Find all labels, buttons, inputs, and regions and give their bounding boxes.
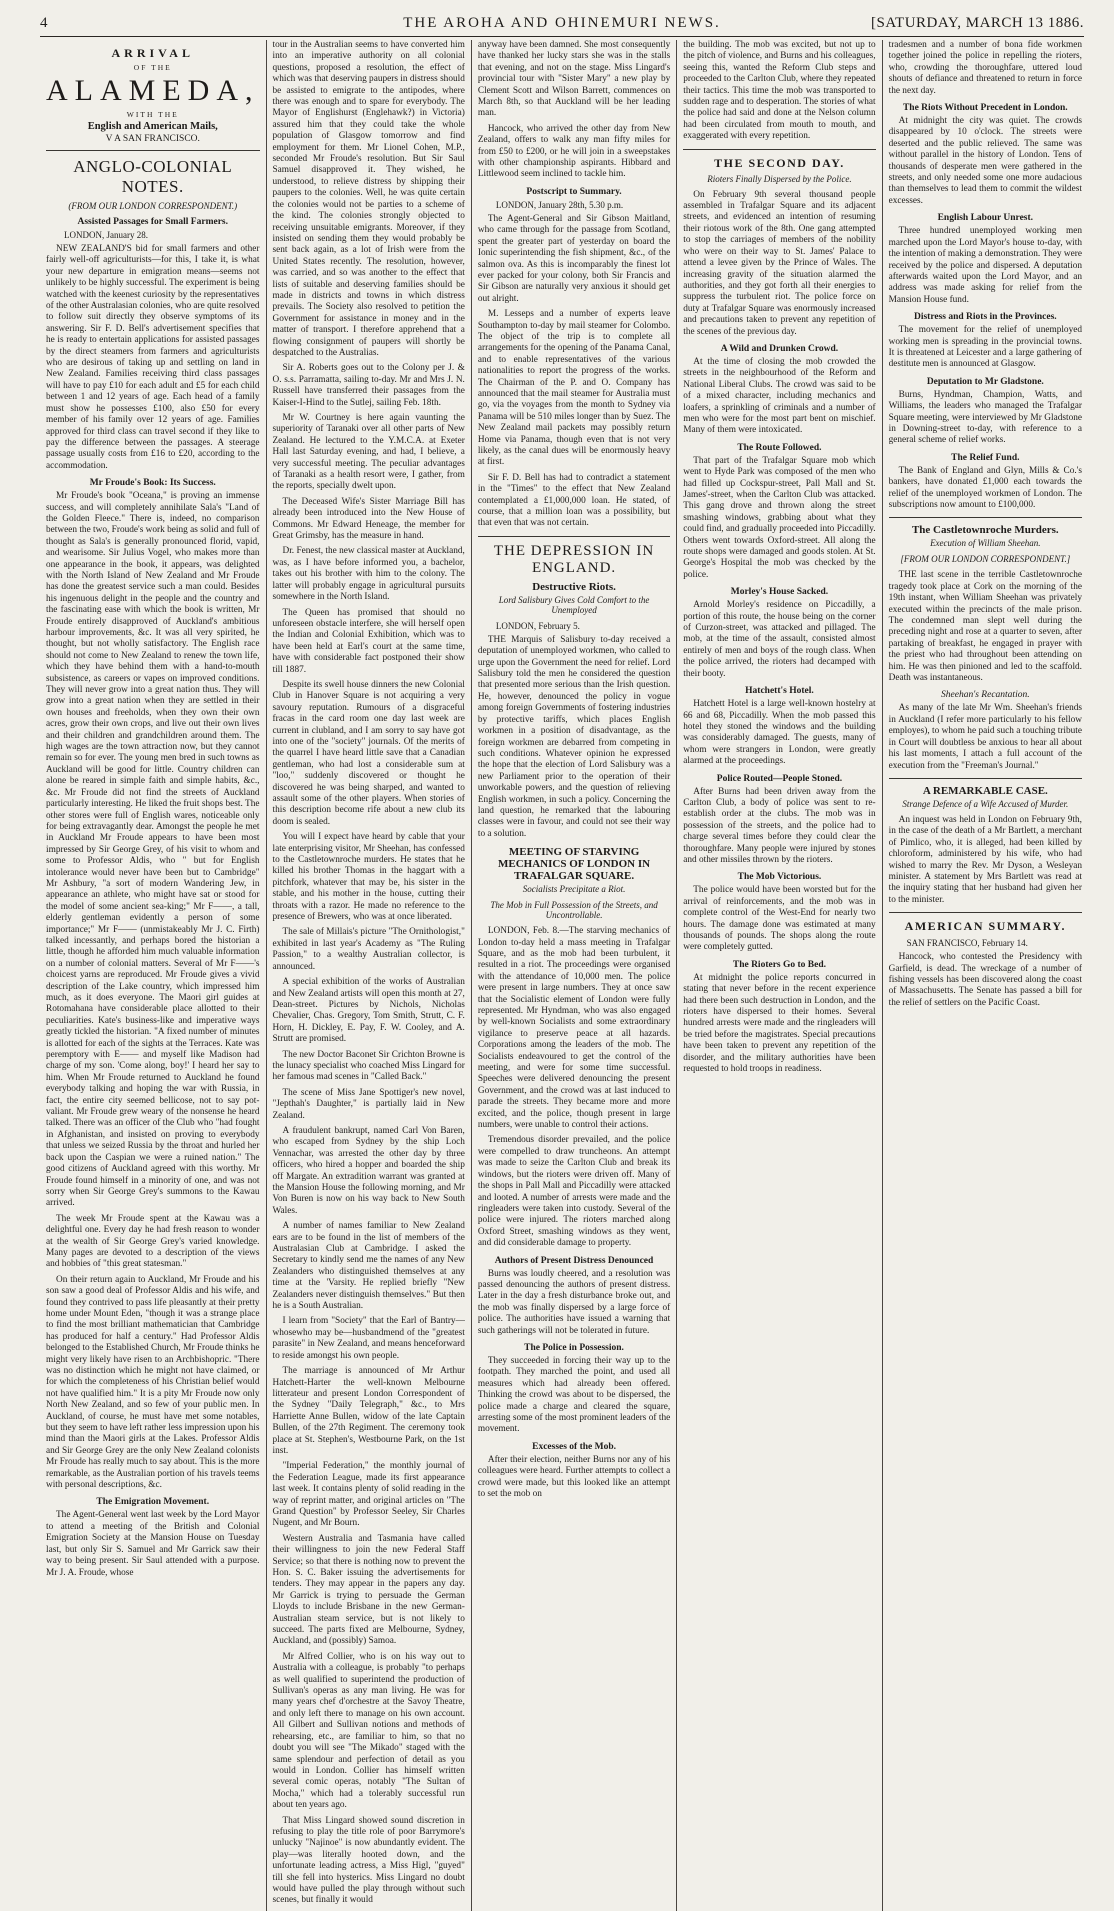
subheading: The Route Followed. xyxy=(737,442,822,453)
paragraph: The marriage is announced of Mr Arthur Hatchett-Harter the well-known Melbourne litterateur and present London Correspondent of the Sydney "Daily Telegraph," &c., to Mrs Harriette Anne Bullen, widow of the late Captain Bullen, of the 27th Regiment. The ceremony took place at St. Stephen's, Westbourne Park, on the 1st inst. xyxy=(272,1366,465,1456)
big-headline: THE DEPRESSION IN ENGLAND. xyxy=(493,542,655,576)
subheading: The Riots Without Precedent in London. xyxy=(902,103,1068,114)
headline-remarkable-case: A REMARKABLE CASE. xyxy=(922,784,1048,797)
paragraph: Mr W. Courtney is here again vaunting the superiority of Taranaki over all other parts of New Zealand. He lectured to the Y.M.C.A. at Exeter Hall last Saturday evening, and had, I believe, a very successful meeting. The peculiar advantages of Taranaki as a health resort were, I gather, from the reports, specially dwelt upon. xyxy=(272,413,465,492)
subheading: The Police in Possession. xyxy=(524,1342,624,1353)
paragraph: A fraudulent bankrupt, named Carl Von Baren, who escaped from Sydney by the ship Loch Vennachar, was arrested the other day by three officers, who hired a hopper and boarded the ship off Margate. An extradition warrant was granted at the Mansion House the following morning, and Mr Von Buren is now on his way back to New South Wales. xyxy=(272,1125,465,1216)
paragraph: After Burns had been driven away from the Carlton Club, a body of police was sent to re-establish order at the clubs. The mob was in possession of the streets, and the police had to charge several times before they could clear the thoroughfare. Many people were injured by stones and other missiles thrown by the rioters. xyxy=(683,786,876,865)
second-day-header xyxy=(683,156,875,184)
headline-riots-sub: Lord Salisbury Gives Cold Comfort to the Unemployed xyxy=(498,594,650,615)
ship-name: ALAMEDA, xyxy=(46,74,260,107)
column-2 xyxy=(267,40,472,1911)
of-the-label: OF THE xyxy=(133,63,172,72)
subheading: The Mob Victorious. xyxy=(737,872,822,883)
paragraph: A special exhibition of the works of Australian and New Zealand artists will open this month at 27, Dean-street. Pictures by Nichols, Nicholas Chevalier, Chas. Gregory, Tom Smith, Strutt, C. F. Horn, H. Dickley, E. Pay, F. W. Cooley, and A. Strutt are promised. xyxy=(272,977,465,1045)
paragraph: At midnight the police reports concurred in stating that never before in the recent experience had there been such destruction in London, and the rioters have dispersed to their homes. Several hundred arrests were made and the ringleaders will be tried before the magistrates. Special precautions have been taken to prevent any repetition of the disorder, and the military authorities have been requested to hold troops in readiness. xyxy=(683,972,876,1075)
subheading: Excesses of the Mob. xyxy=(532,1441,617,1452)
article-columns xyxy=(40,40,1088,1906)
issue-date: [SATURDAY, MARCH 13 1886. xyxy=(871,15,1084,31)
paragraph: THE last scene in the terrible Castletownroche tragedy took place at Cork on the morning of the 19th instant, when William Sheehan was privately executed within the precincts of the male prison. The condemned man slept well during the preceding night and rose at a quarter to seven, after partaking of breakfast, he engaged in prayer with the priest who had throughout been attending on him. He was then pinioned and led to the scaffold. Death was instantaneous. xyxy=(888,570,1082,684)
headline-meeting-sub1: Socialists Precipitate a Riot. xyxy=(522,884,626,895)
paragraph: The sale of Millais's picture "The Ornithologist," exhibited in last year's Academy as "The Ruling Passion," to a wealthy Australian collector, is announced. xyxy=(272,927,465,972)
column-5 xyxy=(883,40,1088,1911)
divider xyxy=(889,517,1082,518)
subheading: Mr Froude's Book: Its Success. xyxy=(89,478,216,489)
paragraph: Sir F. D. Bell has had to contradict a statement in the "Times" to the effect that New Zealand contemplated a £1,000,000 loan. He stated, of course, that a million loan was a possibility, but that even that was not certain. xyxy=(477,472,671,529)
correspondent-line: (FROM OUR LONDON CORRESPONDENT.) xyxy=(68,201,238,211)
divider xyxy=(889,912,1082,913)
paragraph: Western Australia and Tasmania have called their willingness to join the new Federal Staff Service; so that there is nothing now to prevent the Hon. S. C. Baker issuing the advertisements for tenders. They may appear in the papers any day. Mr Garrick is trying to persuade the German Lloyds to include Brisbane in the new German-Australian steam service, but is not likely to succeed. The parts fixed are Melbourne, Sydney, Auckland, and (possibly) Samoa. xyxy=(272,1533,465,1647)
with-the-label: WITH THE xyxy=(126,110,179,119)
headline-strange-defence: Strange Defence of a Wife Accused of Murder. xyxy=(902,798,1069,809)
section-title: ANGLO-COLONIAL NOTES. xyxy=(73,157,233,196)
paragraph: The new Doctor Baconet Sir Crichton Browne is the lunacy specialist who coached Miss Lingard for her famous mad scenes in "Called Back." xyxy=(272,1049,465,1083)
subheading: Deputation to Mr Gladstone. xyxy=(926,376,1044,387)
arrival-label: ARRIVAL xyxy=(111,46,194,60)
paragraph: The Agent-General and Sir Gibson Maitland, who came through for the passage from Scotland, spent the greater part of yesterday on board the Ionic superintending the fish shipment, &c., of the salmon ova. As this is incomparably the finest lot ever packed for your colony, both Sir Francis and Sir Gibson are naturally very anxious it should get out alright. xyxy=(477,213,671,304)
paragraph: The scene of Miss Jane Spottiger's new novel, "Jepthah's Daughter," is partially laid in New Zealand. xyxy=(272,1087,465,1121)
masthead xyxy=(40,12,1084,37)
paragraph: tradesmen and a number of bona fide workmen together joined the police in repelling the rioters, who, crowding the thoroughfare, uttered loud shouts of defiance and threatened to return in force the next day. xyxy=(888,40,1082,96)
paragraph: On February 9th several thousand people assembled in Trafalgar Square and its adjacent streets, and evidenced an intention of resuming their riotous work of the 8th. One gang attempted to stop the carriages of members of the nobility who were on their way to St. James' Palace to attend a levee given by the Prince of Wales. The increasing gravity of the situation alarmed the authorities, and they got forth all their energies to suppress the turbulent riot. The police force on duty at Trafalgar Square was enormously increased and precautions taken to prevent any repetition of the scenes of the previous day. xyxy=(683,189,876,337)
paragraph: That part of the Trafalgar Square mob which went to Hyde Park was composed of the men who had filled up Cockspur-street, Pall Mall and St. James'-street, when the Carlton Club was attacked. This gang drove and thrown along the street smashing windows, grabbing about what they could find, and gradually proceeded into Piccadilly. Others went towards Oxford-street. All along the route shops were damaged and goods stolen. At St. George's Hospital the mob was checked by the police. xyxy=(683,455,876,580)
paragraph: An inquest was held in London on February 9th, in the case of the death of a Mr Bartlett, a merchant of Pimlico, who, it is alleged, had been killed by chloroform, administered by his wife, who had wished to marry the Rev. Mr Dyson, a Wesleyan minister. A statement by Mrs Bartlett was read at the inquiry stating that her husband had given her to the minister. xyxy=(888,814,1082,905)
column-4 xyxy=(677,40,882,1911)
paragraph: The Deceased Wife's Sister Marriage Bill has already been introduced into the New House of Commons. Mr Edward Heneage, the member for Great Grimsby, has the measure in hand. xyxy=(272,496,465,542)
subheading: A Wild and Drunken Crowd. xyxy=(720,343,839,354)
headline-riots: Destructive Riots. xyxy=(532,580,616,593)
paragraph: anyway have been damned. She most consequently have thanked her lucky stars she was in the stalls that evening, and not on the stage. Miss Lingard's provincial tour with "Sister Mary" a new play by Clement Scott and Wilson Barrett, commences on March 8th, so that Auckland will be her leading man. xyxy=(477,40,671,119)
paragraph: Despite its swell house dinners the new Colonial Club in Hanover Square is not acquiring a very savoury reputation. Rumours of a disgraceful fracas in the card room one day last week are current in clubland, and I am sorry to say have got into one of the "society" journals. Of the merits of the quarrel I have heard little save that a Canadian gentleman, who had lost a considerable sum at "loo," suddenly discovered or thought he discovered he was being sharped, and wanted to assault some of the other players. When stories of this description become rife about a new club its doom is sealed. xyxy=(272,679,465,827)
paragraph: I learn from "Society" that the Earl of Bantry—whosewho may be—husbandmend of the "greatest parasite" in New Zealand, and means henceforward to reside amongst his own people. xyxy=(272,1316,465,1361)
paragraph: Hancock, who contested the Presidency with Garfield, is dead. The wreckage of a number of fishing vessels has been discovered along the coast of Massachusetts. The Senate has passed a bill for the relief of settlers on the Pacific Coast. xyxy=(888,952,1082,1008)
american-summary-header xyxy=(889,919,1082,934)
divider xyxy=(478,536,670,537)
paragraph: Hatchett Hotel is a large well-known hostelry at 66 and 68, Piccadilly. When the mob passed this hotel they stoned the windows and the building was considerably damaged. The guests, many of whom were strangers in London, were greatly alarmed at the proceedings. xyxy=(683,699,876,767)
meeting-header xyxy=(478,846,670,920)
divider xyxy=(889,778,1082,779)
paragraph: The week Mr Froude spent at the Kawau was a delightful one. Every day he had fresh reason to wonder at the wealth of Sir George Grey's varied knowledge. Many pages are devoted to a description of the views and hobbies of "this great statesman." xyxy=(46,1213,260,1270)
paragraph: Mr Alfred Collier, who is on his way out to Australia with a colleague, is probably "to perhaps as well qualified to superintend the production of Sullivan's operas as any man living. He was for many years chef d'orchestre at the Savoy Theatre, and only left there to manage on his own account. All Gilbert and Sullivan notions and methods of rehearsing, etc., are familiar to him, so that no doubt you will see "The Mikado" staged with the same splendour and perfection of detail as you would in London. Collier has himself written several comic operas, notably "The Sultan of Mocha," which had a tolerably successful run about ten years ago. xyxy=(272,1651,465,1811)
remarkable-case-header xyxy=(889,785,1082,809)
via-label: V A SAN FRANCISCO. xyxy=(105,134,200,144)
paragraph: The Bank of England and Glyn, Mills & Co.'s bankers, have donated £1,000 each towards the relief of the unemployed workmen of London. The subscriptions now amount to £100,000. xyxy=(888,465,1082,510)
paragraph: The Agent-General went last week by the Lord Mayor to attend a meeting of the British and Colonial Emigration Society at the Mansion House on Tuesday last, but only Sir S. Samuel and Mr Garrick saw their way to being present. Sir Saul attended with a purpose. Mr J. A. Froude, whose xyxy=(46,1510,260,1578)
castle-correspondent: [FROM OUR LONDON CORRESPONDENT.] xyxy=(900,554,1071,565)
subheading: The Relief Fund. xyxy=(951,452,1020,463)
dateline: LONDON, January 28. xyxy=(64,230,148,240)
paragraph: M. Lesseps and a number of experts leave Southampton to-day by mail steamer for Colombo. The object of the trip is to complete all arrangements for the opening of the Panama Canal, and to enable representatives of the various nationalities to report the progress of the works. The Chairman of the P. and O. Company has announced that the mail steamer for Australia must go, via the voyages from the month to Sydney via Panama will be 510 miles longer than by Suez. The New Zealand mail packets may possibly return Home via Panama, though even that is not very likely, as the canal dues will be enormously heavy at first. xyxy=(477,309,671,468)
column-3 xyxy=(472,40,677,1911)
headline-execution: Execution of William Sheehan. xyxy=(930,538,1041,549)
divider xyxy=(46,150,260,151)
subheading: Morley's House Sacked. xyxy=(730,587,829,598)
paragraph: Hancock, who arrived the other day from New Zealand, offers to walk any man fifty miles for from £50 to £200, or he will join in a sweepstakes with other championship aspirants. Hibbard and Littlewood seem inclined to tackle him. xyxy=(477,123,671,180)
subheading: Assisted Passages for Small Farmers. xyxy=(77,217,228,227)
divider xyxy=(683,149,875,150)
dateline: SAN FRANCISCO, February 14. xyxy=(906,938,1028,949)
arrival-headline xyxy=(46,46,260,144)
paragraph: Mr Froude's book "Oceana," is proving an immense success, and will completely annihilate Sala's "Land of the Golden Fleece." There is, indeed, no comparison between the two, Froude's work being as solid and full of thought as Sala's is generally pronounced florid, vapid, and wearisome. Sir Julius Vogel, who makes more than one appearance in the book, it appears, was delighted with the North Island of New Zealand and Mr Froude has done the greatest service such a man could. Besides his ingenuous delight in the people and the country and the fascinating ease with which the book is written, Mr Froude entirely disapproved of Auckland's ambitious harbour improvements, &c. It was all very spirited, he thought, but not wholly satisfactory. The English race should not come to New Zealand to renew the town life, which they have behind them with a hand-to-mouth subsistence, as careers or vapes on improved conditions. They will never grow into a great nation thus. They will grow into a great nation when they are settled in their own houses and freeholds, when they own their own acres, grow their own crops, and live out their own lives and their children and grandchildren around them. The high wages are the town attraction now, but they cannot remain so for ever. The young men bred in such towns as Auckland will be good for little. Country children can alone be reared in simple faith and simple habits, &c., &c. Mr Froude did not find the streets of Auckland particularly interesting. He liked the fruit shops best. The other stores were full of English wares, noticeable only for being extravagantly dear. Amongst the people he met in Auckland Mr Froude appears to have been most impressed by Sir George Grey, of his visit to whom and some to Professor Aldis, who " but for English intolerance would never have been but to Cambridge" Mr Ashbury, "a sort of modern Wandering Jew, in appearance an athlete, who might have sat or stood for the model of some ancient sea-king;" Mr F——, a tall, elderly gentleman evidently a person of some importance;" Mr F—— (unmistakeably Mr J. C. Firth) talked incessantly, and perhaps bored the historian a little, though he afforded him much valuable information on a number of colonial matters. Several of Mr F——'s choicest yarns are reproduced. Mr Froude gives a vivid description of the Lake country, which impressed him much, as it does everyone. The Maori girl guides at Rotomahana have considerable place allotted to their peculiarities. Kate's business-like and imperative ways greatly tickled the historian. "A fixed number of minutes is allotted for each of the sights at the Terraces. Kate was peremptory with E—— and myself like Madison had charge of my son. 'Come along, boy!' I heard her say to him. When Mr Froude returned to Auckland he found everybody talking and hoping the war with Russia, in fact, the entire city seemed bellicose, not to say pot-valiant. Mr Froude grew weary of the nonsense he heard talked. There was an officer of the Club who "had fought in Afghanistan, and insisted on proving to everybody that unless we seized Russia by the throat and hurled her back upon the Caspian we were a ruined nation." The good citizens of Auckland agreed with this worthy. Mr Froude found himself in a minority of one, and was not sorry when Sir George Grey's summons to the Kawau arrived. xyxy=(46,491,260,1209)
depression-header xyxy=(478,543,670,615)
headline-meeting-sub2: The Mob in Full Possession of the Streets, and Uncontrollable. xyxy=(490,900,658,921)
paragraph: That Miss Lingard showed sound discretion in refusing to play the title role of poor Barrymore's unlucky "Najinoe" is now abundantly evident. The play—was literally hooted down, and the unfortunate leading actress, a Miss Higl, "guyed" till she fell into hysterics. Miss Lingard no doubt would have pulled the play through without such scenes, but finally it would xyxy=(272,1815,465,1906)
paragraph: Arnold Morley's residence on Piccadilly, a portion of this route, the house being on the corner of Curzon-street, was attacked and pillaged. The mob, at the time of the assault, consisted almost entirely of men and boys of the rough class. When the police arrived, the rioters had decamped with their booty. xyxy=(683,600,876,679)
paragraph: The Queen has promised that should no unforeseen obstacle interfere, she will herself open the Indian and Colonial Exhibition, which was to have been held at Earl's court at the same time, have with considerable fact postponed their show till 1887. xyxy=(272,607,465,675)
subheading: Distress and Riots in the Provinces. xyxy=(913,312,1057,323)
paragraph: At the time of closing the mob crowded the streets in the neighbourhood of the Reform and National Liberal Clubs. The crowd was said to be of a mixed character, including mechanics and loafers, a sprinkling of criminals and a number of men who were for the most part bent on mischief. Many of them were intoxicated. xyxy=(683,356,876,436)
paragraph: "Imperial Federation," the monthly journal of the Federation League, made its first appearance last week. It contains plenty of solid reading in the way of reprint matter, and original articles on "The Grand Question" by Professor Seeley, Sir Charles Nugent, and Mr Bourn. xyxy=(272,1461,465,1529)
paragraph: The police would have been worsted but for the arrival of reinforcements, and the mob was in complete control of the West-End for nearly two hours. The damage done was estimated at many thousands of pounds. The shops along the route were completely gutted. xyxy=(683,885,876,953)
paragraph: NEW ZEALAND'S bid for small farmers and other fairly well-off agriculturists—for this, I take it, is what your new departure in emigration means—seems not unlikely to be highly successful. The experiment is being watched with the keenest curiosity by the representatives of the other Australasian colonies, who are quite resolved to follow suit directly they observe symptoms of its answering. Sir F. D. Bell's advertisement specifies that he is ready to entertain applications for assisted passages by the direct steamers from farmers and agriculturists who are desirous of taking up and settling on land in New Zealand. Families receiving third class passages will have to pay £10 for each adult and £5 for each child between 1 and 12 years of age. Each head of a family must show he possesses £100, also £50 for every member of his family over 12 years of age. Families approved for third class can travel second if they like to pay the difference between the passages. A steerage passage usually costs from £16 to £20, according to the accommodation. xyxy=(46,244,260,471)
paragraph: Dr. Fenest, the new classical master at Auckland, was, as I have before informed you, a bachelor, takes out his brother with him to the colony. The latter will probably engage in agricultural pursuits somewhere in the North Island. xyxy=(272,546,465,603)
subheading: Police Routed—People Stoned. xyxy=(716,773,843,784)
headline-meeting: MEETING OF STARVING MECHANICS OF LONDON IN TRAFALGAR SQUARE. xyxy=(498,846,651,883)
subheading: The Emigration Movement. xyxy=(96,1497,210,1508)
subheading: Sheehan's Recantation. xyxy=(941,690,1030,701)
paragraph: Burns was loudly cheered, and a resolution was passed denouncing the authors of present distress. Later in the day a fresh disturbance broke out, and the mob was finally dispersed by a large force of police. The authorities have issued a warning that such gatherings will not be tolerated in future. xyxy=(477,1268,671,1336)
paragraph: On their return again to Auckland, Mr Froude and his son saw a good deal of Professor Aldis and his wife, and found they contrived to pass life pleasantly at their pretty home under Mount Eden, "though it was a strange place to find the most brilliant mathematician that Cambridge has produced for half a century." Had Professor Aldis belonged to the Established Church, Mr Froude thinks he might very likely have risen to an Archbishopric. "There was no distinction which he might not have claimed, or for which the completeness of his Christian belief would not have qualified him." It is a pity Mr Froude now only North New Zealand, and so few of your public men. In Auckland, of course, he must have met some notables, but they seem to have left rather less impression upon his mind than the Maori girls at the Lakes. Professor Aldis and Sir George Grey are the only New Zealand colonists Mr Froude has really much to say about. This is the more remarkable, as the Australian portion of his travels teems with personal descriptions, &c. xyxy=(46,1274,260,1491)
paragraph: Sir A. Roberts goes out to the Colony per J. & O. s.s. Parramatta, sailing to-day. Mr and Mrs J. N. Russell have transferred their passages from the Kaiser-I-Hind to the Sutlej, sailing Feb. 18th. xyxy=(272,363,465,408)
paragraph: Tremendous disorder prevailed, and the police were compelled to draw truncheons. An attempt was made to seize the Carlton Club and break its windows, but the rioters were driven off. Many of the shops in Pall Mall and Piccadilly were attacked and looted. A number of arrests were made and the ringleaders were taken into custody. Several of the police were injured. The rioters marched along Oxford Street, smashing windows as they went, and did considerable damage to property. xyxy=(477,1135,671,1249)
paragraph: Three hundred unemployed working men marched upon the Lord Mayor's house to-day, with the intention of making a demonstration. They were received by the police and dispersed. A deputation afterwards waited upon the Lord Mayor, and an address was made asking for relief from the Mansion House fund. xyxy=(888,226,1082,305)
paragraph: A number of names familiar to New Zealand ears are to be found in the list of members of the Australasian Club at Cambridge. I asked the Secretary to kindly send me the names of any New Zealanders who distinguished themselves at any time at the 'Varsity. He replied briefly "New Zealanders never distinguish themselves." But then he is a South Australian. xyxy=(272,1221,465,1312)
subheading: Postscript to Summary. xyxy=(526,186,622,197)
paragraph: the building. The mob was excited, but not up to the pitch of violence, and Burns and his colleagues, seeing this, wanted the Reform Club steps and proceeded to the Carlton Club, where they repeated their tactics. This time the mob was transported to sudden rage and to desperation. The stories of what the police had said and done at the Nelson column had been circulated from mouth to mouth, and exaggerated with every repetition. xyxy=(683,40,876,142)
anglo-colonial-header xyxy=(46,157,260,211)
headline-castletownroche: The Castletownroche Murders. xyxy=(911,524,1059,537)
paragraph: As many of the late Mr Wm. Sheehan's friends in Auckland (I refer more particularly to his fellow employes), to whom he paid such a touching tribute in Court will doubtless be anxious to hear all about his last moments, I attach a full account of the execution from the "Freeman's Journal." xyxy=(888,703,1082,771)
paragraph: You will I expect have heard by cable that your late enterprising visitor, Mr Sheehan, has confessed to the Castletownroche murders. He states that he killed his brother Thomas in the haggart with a pitchfork, whatever that may be, his sister in the stable, and his mother in the house, cutting their throats with a razor. He made no reference to the presence of Brewers, who was at once liberated. xyxy=(272,832,465,923)
castletownroche-header xyxy=(889,524,1082,564)
paragraph: At midnight the city was quiet. The crowds disappeared by 10 o'clock. The streets were deserted and the public relieved. The same was without parallel in the history of London. Tens of thousands of desperate men were gathered in the streets, and only needed some one more audacious than themselves to lead them to commit the wildest excesses. xyxy=(888,116,1082,206)
mails-label: English and American Mails, xyxy=(87,121,218,132)
paragraph: Burns, Hyndman, Champion, Watts, and Williams, the leaders who managed the Trafalgar Square meeting, were interviewed by Mr Gladstone in Downing-street to-day, with reference to a general scheme of relief works. xyxy=(888,389,1082,446)
headline-american-summary: AMERICAN SUMMARY. xyxy=(904,919,1066,934)
paragraph: They succeeded in forcing their way up to the footpath. They marched the point, and used all measures which had already been offered. Thinking the crowd was about to be dispersed, the police made a charge and cleared the square, arresting some of the most prominent leaders of the movement. xyxy=(477,1355,671,1435)
dateline: LONDON, February 5. xyxy=(495,620,580,631)
subheading: English Labour Unrest. xyxy=(937,213,1034,224)
column-1 xyxy=(40,40,267,1911)
page-number: 4 xyxy=(40,15,48,31)
paragraph: THE Marquis of Salisbury to-day received a deputation of unemployed workmen, who called to urge upon the Government the need for relief. Lord Salisbury told the men he considered the question that presented more serious than the Irish question. He, however, denounced the policy in vogue among foreign Governments of fostering industries by protective tariffs, which places English workmen in a position of disadvantage, as the foreign workmen are debarred from competing in such conditions. Whatever opinion he expressed the hope that the election of Lord Salisbury was a new Parliament prior to the operation of their unworkable powers, and the question of relieving English workmen, in such a policy. Concerning the land question, he remarked that the labouring classes were in favour, and could not see their way to a solution. xyxy=(477,634,671,839)
paragraph: tour in the Australian seems to have converted him into an imperative authority on all colonial questions, proposed a resolution, the effect of which was that deserving paupers in distress should be assisted to emigrate to the antipodes, where there was enough and to spare for everybody. The Mayor of Englishurst (Englehawk?) in Victoria) assured him that they could take the whole population of Glasgow tomorrow and find employment for them. Mr Lionel Cohen, M.P., seconded Mr Froude's resolution. But Sir Saul Samuel disapproved it. They wished, he understood, to relieve distress by shipping their paupers to the colonies. Well, he was quite certain the colonies would not be parties to a scheme of the kind. The colonies strongly objected to receiving unsuitable emigrants. Moreover, if they insisted on sending them they would probably be sent back again, as a lot of Irish were from the United States recently. The resolution, however, was carried, and so was another to the effect that lists of suitable and deserving families should be made in districts and towns in which distress prevails. The Society also resolved to petition the Government for assistance in money and in the matter of transport. I therefore apprehend that a flowing consignment of paupers will shortly be despatched to the Australias. xyxy=(272,40,465,358)
paragraph: LONDON, Feb. 8.—The starving mechanics of London to-day held a mass meeting in Trafalgar Square, and as the mob had been turbulent, it resulted in a riot. The proceedings were organised with the attendance of 10,000 men. The police were present in large numbers. They at once saw that the Socialistic element of London were fully represented. Mr Hyndman, who was also engaged by well-known Socialists and some extraordinary vigilance to preserve peace at all hazards. Corporations among the leaders of the mob. The Socialists endeavoured to get the control of the meeting, and were for some time successful. Speeches were delivered denouncing the present Government, and the crowd was at last induced to parade the streets. They became more and more excited, and the police, though present in large numbers, were unable to control their actions. xyxy=(477,926,671,1131)
subheading: Authors of Present Distress Denounced xyxy=(494,1255,654,1266)
dateline: LONDON, January 28th, 5.30 p.m. xyxy=(495,199,624,210)
paragraph: The movement for the relief of unemployed working men is spreading in the provincial towns. It is threatened at Leicester and a large gathering of destitute men is announced at Glasgow. xyxy=(888,325,1082,370)
paragraph: After their election, neither Burns nor any of his colleagues were heard. Further attempts to collect a crowd were made, but this looked like an attempt to set the mob on xyxy=(477,1454,671,1500)
headline-rioters-dispersed: Rioters Finally Dispersed by the Police. xyxy=(707,173,852,184)
subheading: Hatchett's Hotel. xyxy=(745,686,814,697)
newspaper-title: THE AROHA AND OHINEMURI NEWS. xyxy=(403,15,721,31)
subheading: The Rioters Go to Bed. xyxy=(732,959,827,970)
headline-second-day: THE SECOND DAY. xyxy=(714,155,845,170)
